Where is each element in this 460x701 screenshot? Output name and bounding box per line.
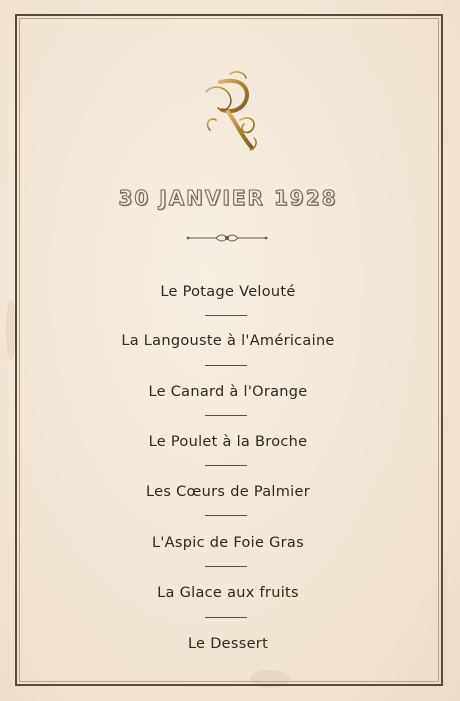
course-divider (205, 365, 247, 366)
course-divider (205, 515, 247, 516)
course-item: La Glace aux fruits (157, 585, 299, 601)
course-item: L'Aspic de Foie Gras (152, 535, 304, 551)
course-item: Le Dessert (187, 636, 269, 652)
course-divider (205, 617, 247, 618)
course-divider (205, 315, 247, 316)
menu-date-title: 30 JANVIER 1928 (118, 186, 338, 210)
monogram-logo (200, 70, 262, 156)
ornament-divider-icon (186, 232, 268, 244)
course-divider (205, 566, 247, 567)
course-item: Les Cœurs de Palmier (146, 484, 310, 500)
course-item: Le Poulet à la Broche (148, 434, 308, 450)
course-divider (205, 465, 247, 466)
course-item: Le Potage Velouté (160, 284, 296, 300)
course-item: Le Canard à l'Orange (148, 384, 308, 400)
course-divider (205, 415, 247, 416)
course-item: La Langouste à l'Américaine (121, 333, 335, 349)
